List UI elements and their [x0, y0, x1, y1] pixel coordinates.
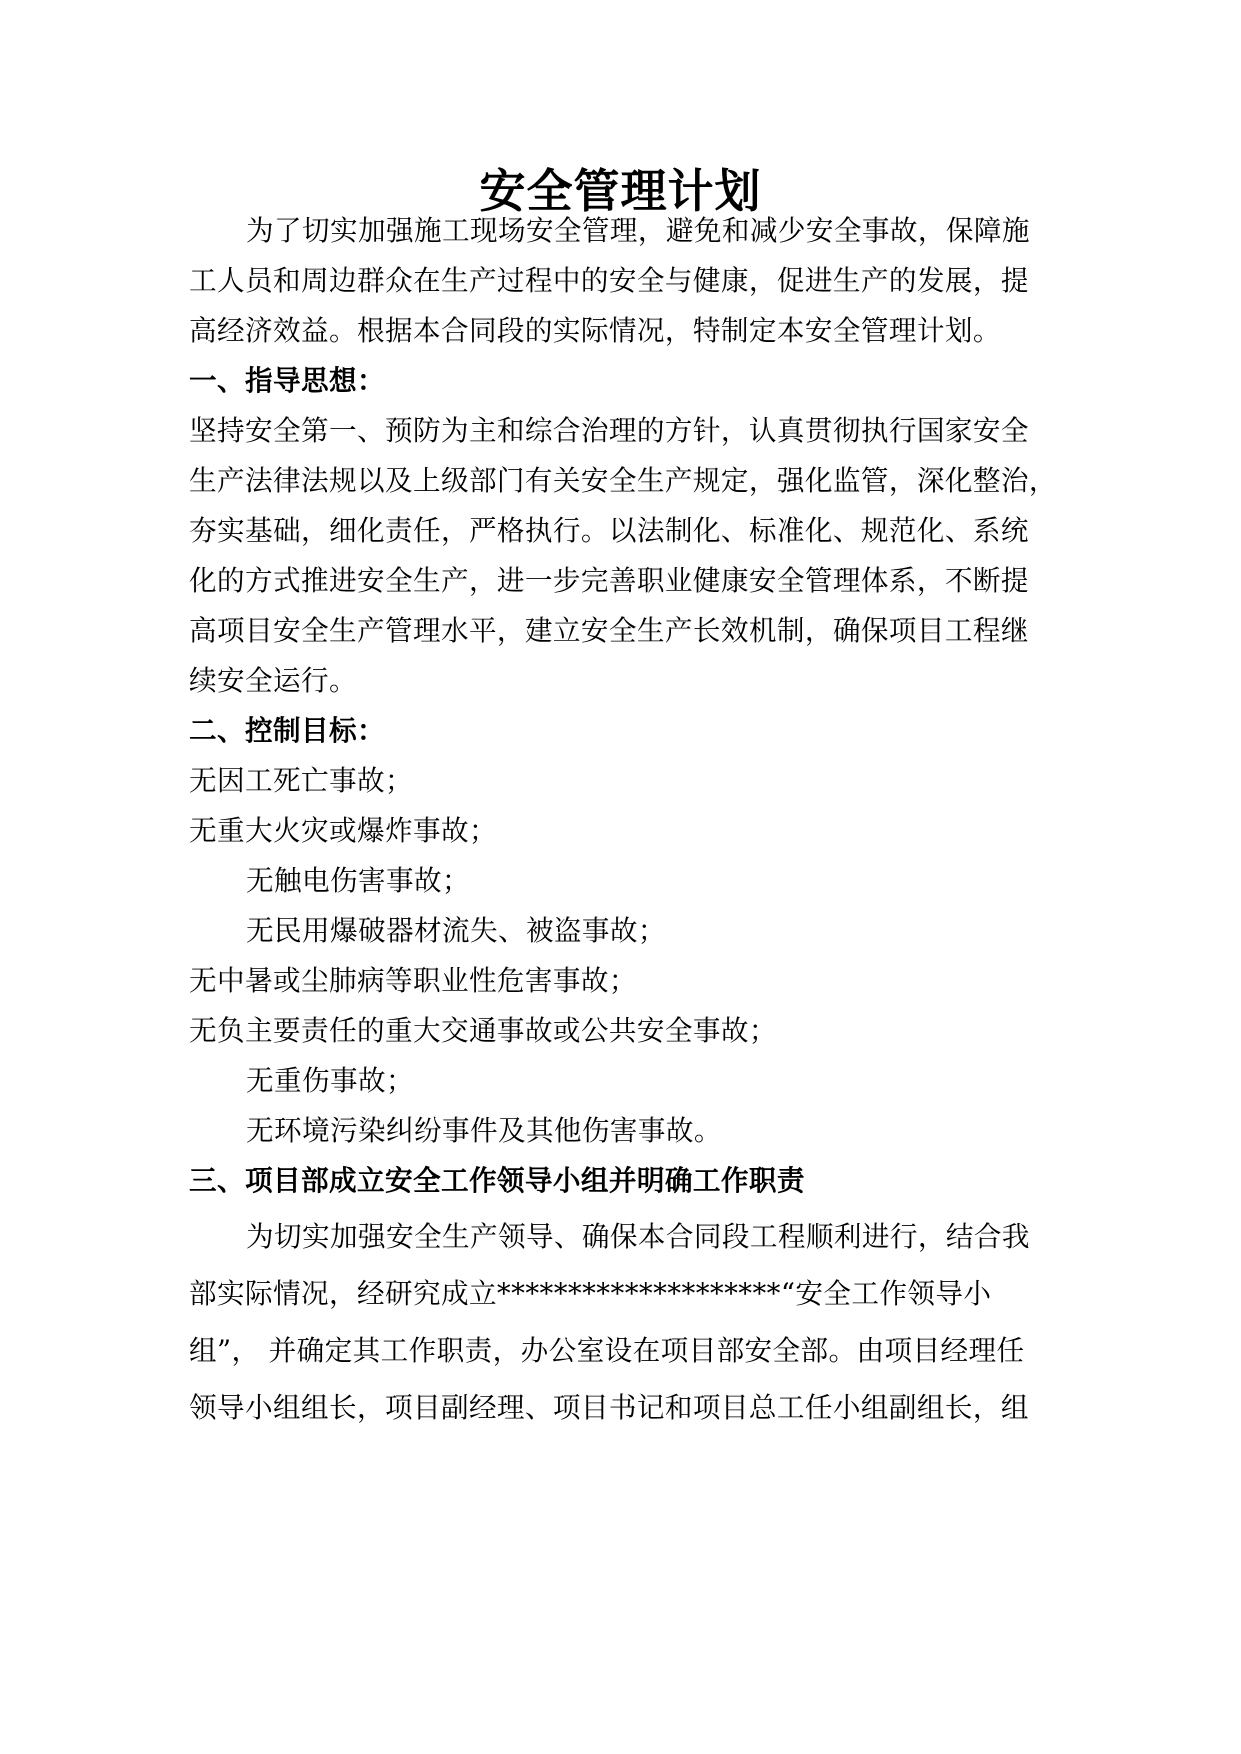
- paragraph-ideology-line: 化的方式推进安全生产，进一步完善职业健康安全管理体系，不断提: [189, 564, 1029, 597]
- section-heading-safety-group: 三、项目部成立安全工作领导小组并明确工作职责: [189, 1164, 805, 1197]
- target-item: 无重大火灾或爆炸事故；: [189, 814, 497, 847]
- paragraph-ideology-line: 坚持安全第一、预防为主和综合治理的方针，认真贯彻执行国家安全: [189, 414, 1029, 447]
- target-item: 无因工死亡事故；: [189, 764, 413, 797]
- paragraph-group-line: 组”， 并确定其工作职责，办公室设在项目部安全部。由项目经理任: [189, 1334, 1025, 1367]
- paragraph-intro-line: 高经济效益。根据本合同段的实际情况，特制定本安全管理计划。: [189, 314, 1001, 347]
- paragraph-intro-line: 工人员和周边群众在生产过程中的安全与健康，促进生产的发展，提: [189, 264, 1029, 297]
- paragraph-ideology-line: 高项目安全生产管理水平，建立安全生产长效机制，确保项目工程继: [189, 614, 1029, 647]
- paragraph-ideology-line: 夯实基础，细化责任，严格执行。以法制化、标准化、规范化、系统: [189, 514, 1029, 547]
- target-item: 无环境污染纠纷事件及其他伤害事故。: [246, 1114, 722, 1147]
- target-item: 无负主要责任的重大交通事故或公共安全事故；: [189, 1014, 777, 1047]
- paragraph-group-line: 为切实加强安全生产领导、确保本合同段工程顺利进行，结合我: [246, 1220, 1030, 1253]
- paragraph-group-line: 部实际情况，经研究成立********************“安全工作领导小: [189, 1277, 992, 1310]
- target-item: 无重伤事故；: [246, 1064, 414, 1097]
- document-title: 安全管理计划: [479, 164, 762, 218]
- target-item: 无民用爆破器材流失、被盗事故；: [246, 914, 666, 947]
- paragraph-intro-line: 为了切实加强施工现场安全管理，避免和减少安全事故，保障施: [246, 214, 1030, 247]
- section-heading-guiding-ideology: 一、指导思想：: [189, 364, 385, 397]
- paragraph-ideology-line: 生产法律法规以及上级部门有关安全生产规定，强化监管，深化整治，: [189, 464, 1057, 497]
- target-item: 无中暑或尘肺病等职业性危害事故；: [189, 964, 637, 997]
- paragraph-group-line: 领导小组组长，项目副经理、项目书记和项目总工任小组副组长，组: [189, 1391, 1029, 1424]
- paragraph-ideology-line: 续安全运行。: [189, 664, 357, 697]
- section-heading-control-targets: 二、控制目标：: [189, 714, 385, 747]
- target-item: 无触电伤害事故；: [246, 864, 470, 897]
